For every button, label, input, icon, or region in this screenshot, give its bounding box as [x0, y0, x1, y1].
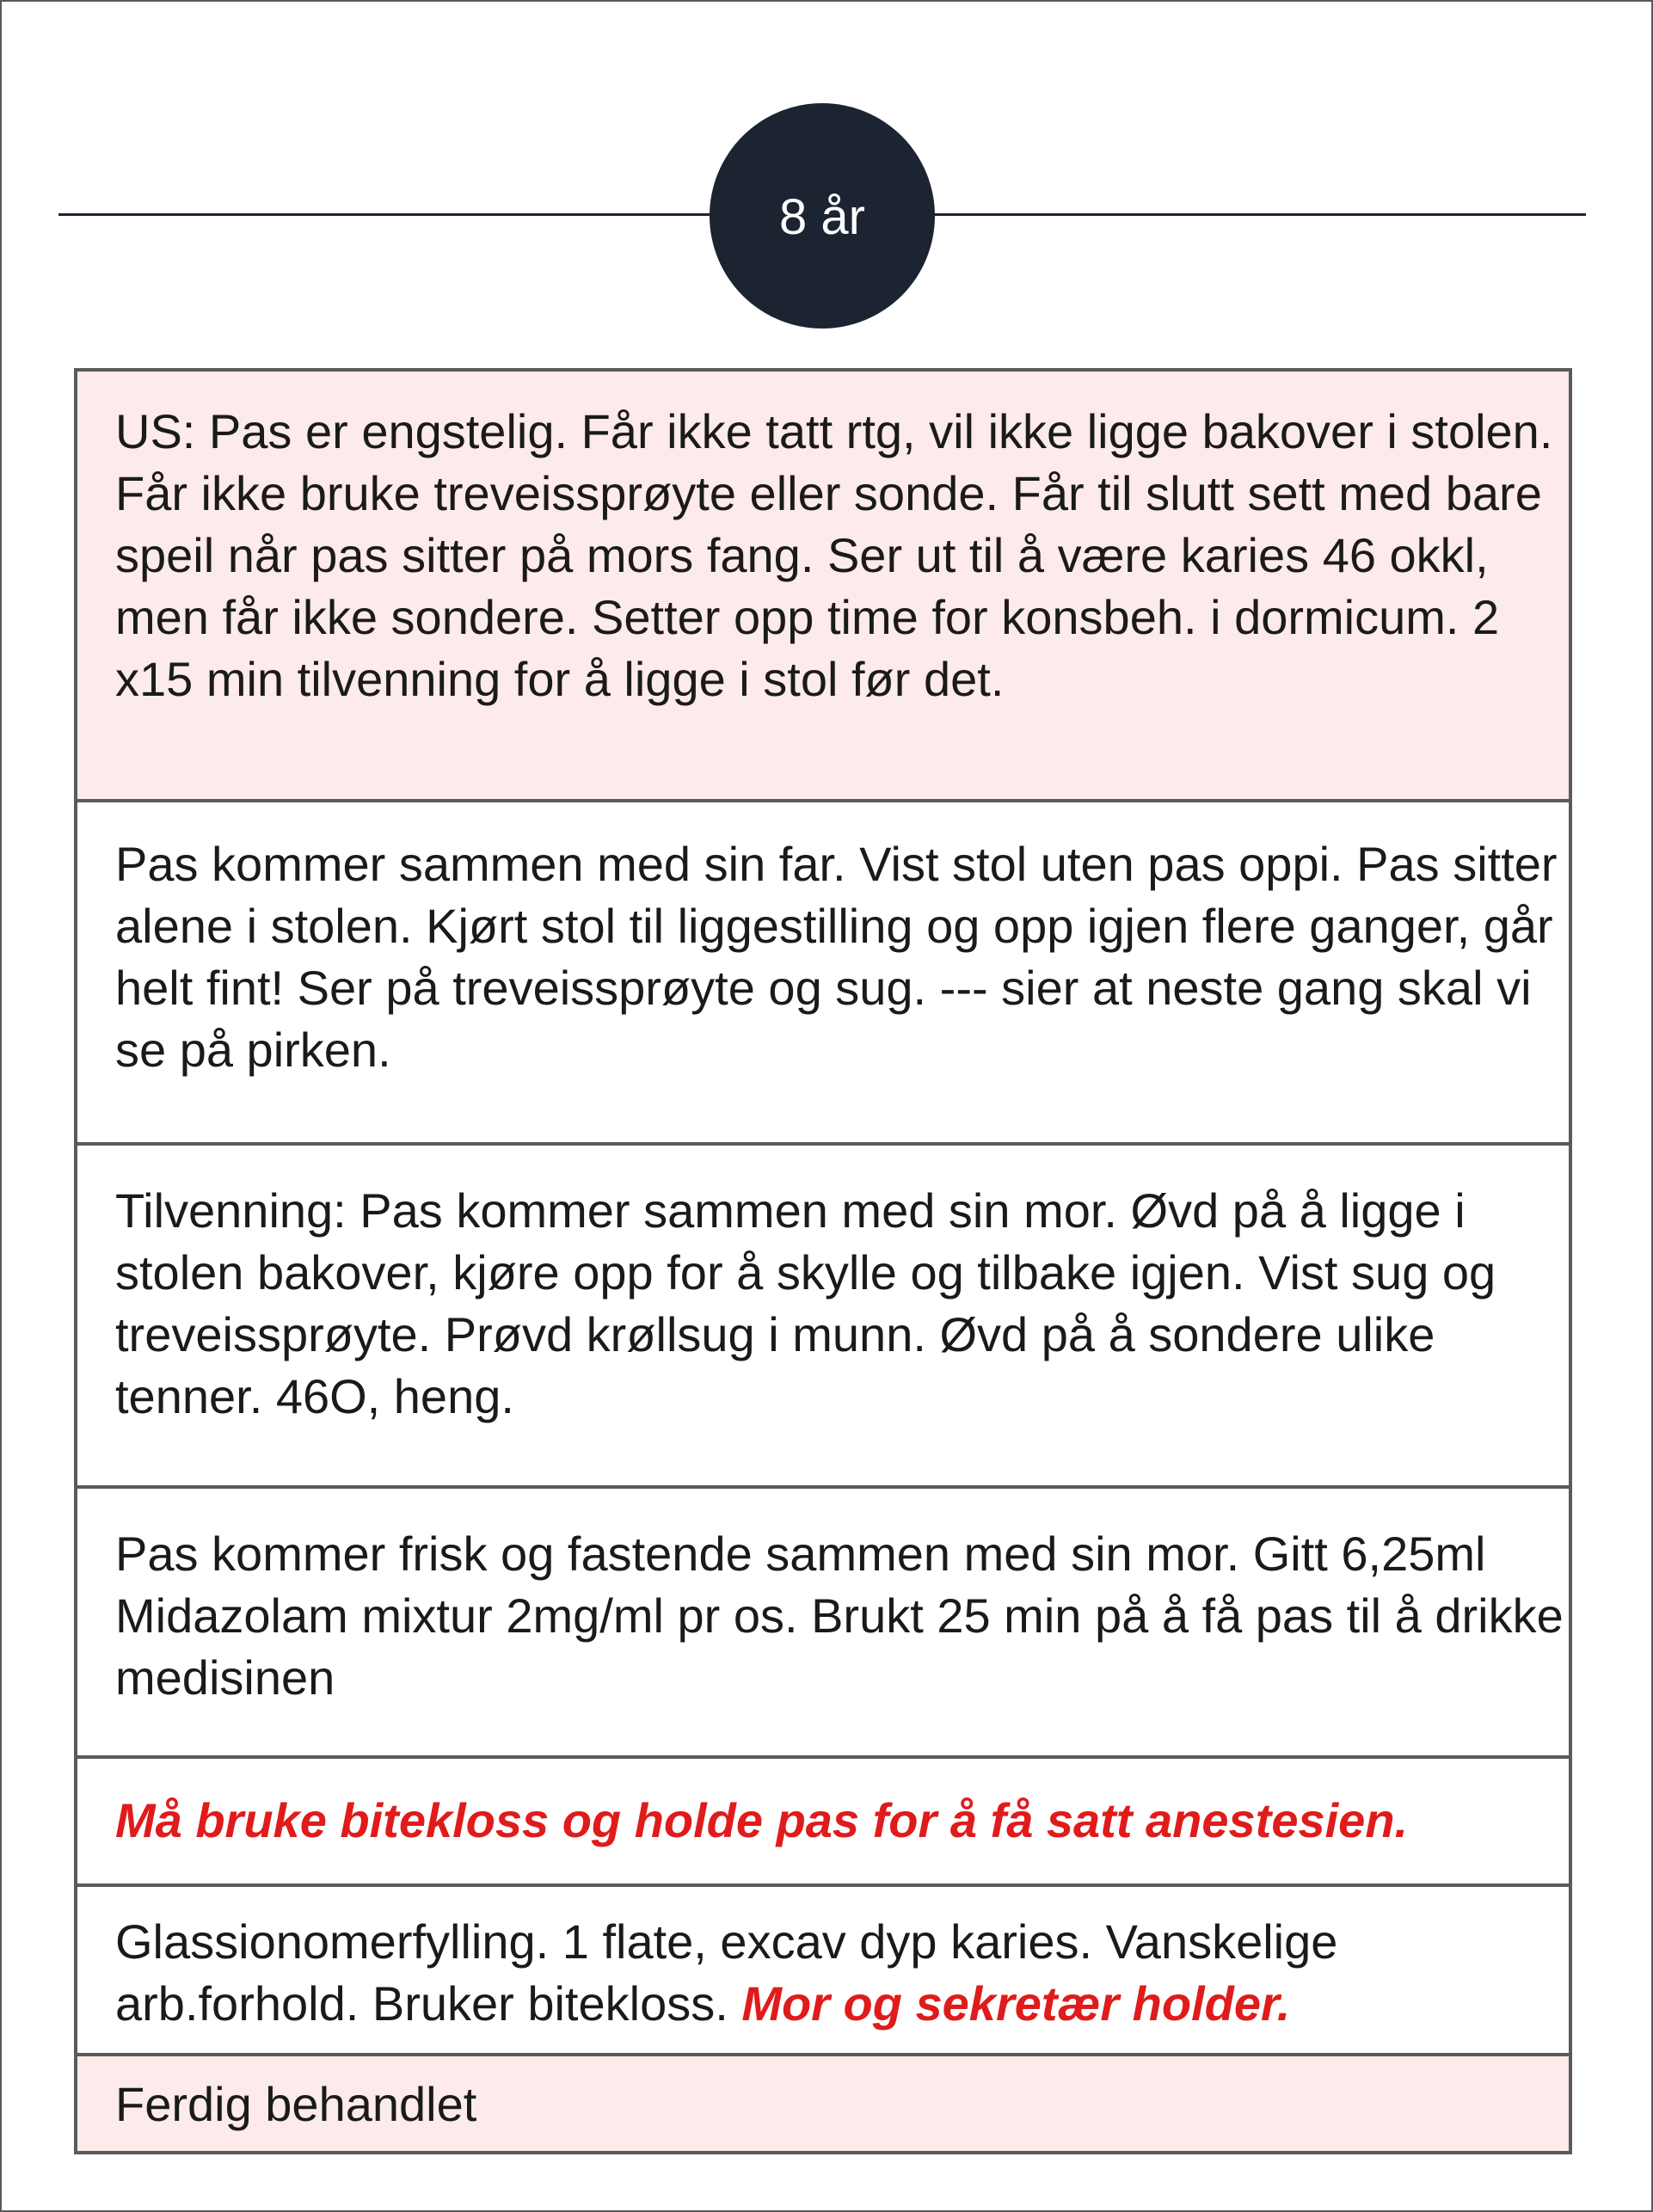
log-entry-initial-exam	[77, 372, 1569, 799]
log-entry-acclimatization-1	[77, 802, 1569, 1142]
entry-text: Tilvenning: Pas kommer sammen med sin mor. Øvd på å ligge i stolen bakover, kjøre opp for å skylle og tilbake igjen. Vist sug og treveissprøyte. Prøvd krøllsug i munn. Øvd på å sondere ulike tenner. 46O, heng.	[115, 1183, 1496, 1423]
entry-text: Pas kommer frisk og fastende sammen med sin mor. Gitt 6,25ml Midazolam mixtur 2mg/ml pr os. Brukt 25 min på å få pas til å drikke medisinen	[115, 1527, 1564, 1705]
entry-text: Glassionomerfylling. 1 flate, excav dyp karies. Vanskelige arb.forhold. Bruker bitekloss.	[115, 1914, 1338, 2031]
log-entry-sedation	[77, 1489, 1569, 1755]
entry-text: Ferdig behandlet	[115, 2077, 477, 2131]
log-entry-completed	[77, 2056, 1569, 2151]
entry-text: US: Pas er engstelig. Får ikke tatt rtg, vil ikke ligge bakover i stolen. Får ikke bruke treveissprøyte eller sonde. Får til slutt sett med bare speil når pas sitter på mors fang. Ser ut til å være karies 46 okkl, men får ikke sondere. Setter opp time for konsbeh. i dormicum. 2 x15 min tilvenning for å ligge i stol før det.	[115, 404, 1553, 706]
age-label: 8 år	[779, 189, 865, 245]
log-entry-acclimatization-2	[77, 1146, 1569, 1485]
entry-highlight: Må bruke bitekloss og holde pas for å få satt anestesien.	[115, 1793, 1409, 1847]
entry-highlight: Mor og sekretær holder.	[741, 1976, 1291, 2031]
treatment-log-table	[74, 368, 1572, 2154]
age-badge	[710, 103, 935, 329]
entry-text: Pas kommer sammen med sin far. Vist stol uten pas oppi. Pas sitter alene i stolen. Kjørt stol til liggestilling og opp igjen flere ganger, går helt fint! Ser på treveissprøyte og sug. --- sier at neste gang skal vi se på pirken.	[115, 837, 1558, 1077]
log-entry-filling	[77, 1887, 1569, 2053]
log-entry-anesthesia-note	[77, 1759, 1569, 1883]
